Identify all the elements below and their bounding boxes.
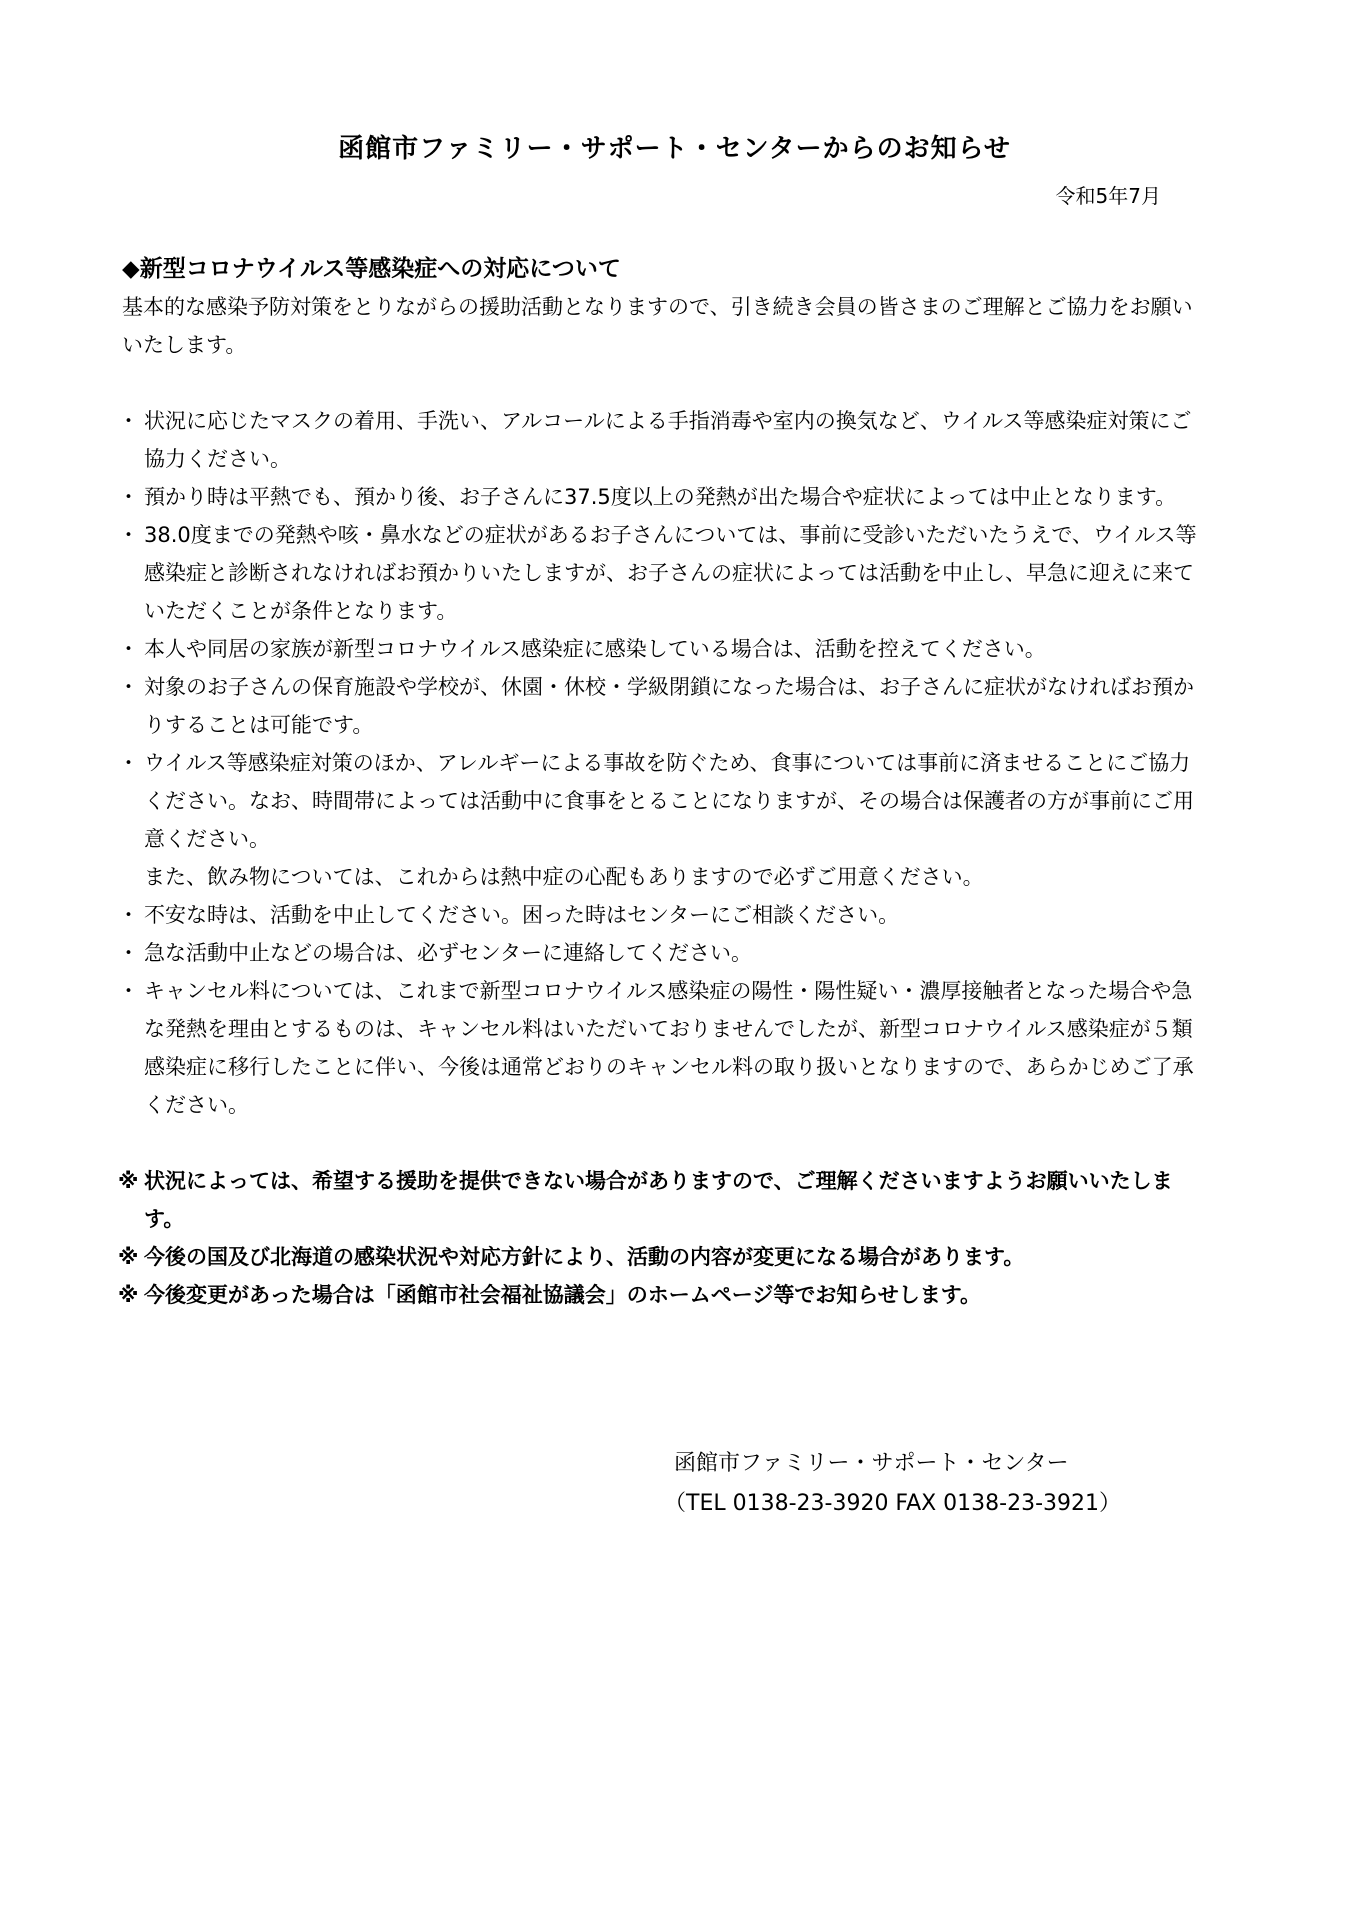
note-mark: ※ [118, 1169, 139, 1193]
contact-footer [664, 1444, 1121, 1524]
list-item: ・ 状況に応じたマスクの着用、手洗い、アルコールによる手指消毒や室内の換気など、ウイルス等感染症対策にご協力ください。 [122, 402, 1202, 478]
list-item: ・ 対象のお子さんの保育施設や学校が、休園・休校・学級閉鎖になった場合は、お子さんに症状がなければお預かりすることは可能です。 [122, 668, 1202, 744]
list-item: ・ ウイルス等感染症対策のほか、アレルギーによる事故を防ぐため、食事については事前に済ませることにご協力ください。なお、時間帯によっては活動中に食事をとることになりますが、その場合は保護者の方が事前にご用意ください。 [122, 744, 1202, 858]
spacer [122, 364, 1202, 402]
list-item: ・ 本人や同居の家族が新型コロナウイルス感染症に感染している場合は、活動を控えてください。 [122, 630, 1202, 668]
guideline-list [122, 402, 1202, 1124]
notice-body [118, 250, 1202, 1314]
organization-name: 函館市ファミリー・サポート・センター [674, 1451, 1069, 1476]
note-item [118, 1238, 1202, 1276]
note-item [118, 1162, 1202, 1238]
list-item: ・ キャンセル料については、これまで新型コロナウイルス感染症の陽性・陽性疑い・濃厚接触者となった場合や急な発熱を理由とするものは、キャンセル料はいただいておりませんでしたが、新型コロナウイルス感染症が５類感染症に移行したことに伴い、今後は通常どおりのキャンセル料の取り扱いとなりますので、あらかじめご了承ください。 [122, 972, 1202, 1124]
list-item-continuation: また、飲み物については、これからは熱中症の心配もありますので必ずご用意ください。 [144, 865, 984, 889]
notes-list [118, 1162, 1202, 1314]
contact-info: （TEL 0138-23-3920 FAX 0138-23-3921） [664, 1491, 1122, 1516]
page-title: 函館市ファミリー・サポート・センターからのお知らせ [338, 134, 1011, 164]
note-text: 今後の国及び北海道の感染状況や対応方針により、活動の内容が変更になる場合があります。 [144, 1245, 1025, 1269]
note-item [118, 1276, 1202, 1314]
issue-date: 令和5年7月 [1055, 184, 1161, 208]
section-heading: ◆新型コロナウイルス等感染症への対応について [122, 256, 621, 282]
list-item: ・ 預かり時は平熱でも、預かり後、お子さんに37.5度以上の発熱が出た場合や症状によっては中止となります。 [122, 478, 1202, 516]
spacer [122, 1124, 1202, 1162]
list-item: ・ 38.0度までの発熱や咳・鼻水などの症状があるお子さんについては、事前に受診いただいたうえで、ウイルス等感染症と診断されなければお預かりいたしますが、お子さんの症状によっては活動を中止し、早急に迎えに来ていただくことが条件となります。 [122, 516, 1202, 630]
note-mark: ※ [118, 1283, 139, 1307]
list-item: ・ 不安な時は、活動を中止してください。困った時はセンターにご相談ください。 [122, 896, 1202, 934]
note-text: 今後変更があった場合は「函館市社会福祉協議会」のホームページ等でお知らせします。 [144, 1283, 982, 1307]
list-item: ・ 急な活動中止などの場合は、必ずセンターに連絡してください。 [122, 934, 1202, 972]
note-text: 状況によっては、希望する援助を提供できない場合がありますので、ご理解くださいますようお願いいたします。 [144, 1169, 1173, 1231]
note-mark: ※ [118, 1245, 139, 1269]
intro-paragraph: 基本的な感染予防対策をとりながらの援助活動となりますので、引き続き会員の皆さまのご理解とご協力をお願いいたします。 [122, 295, 1193, 357]
